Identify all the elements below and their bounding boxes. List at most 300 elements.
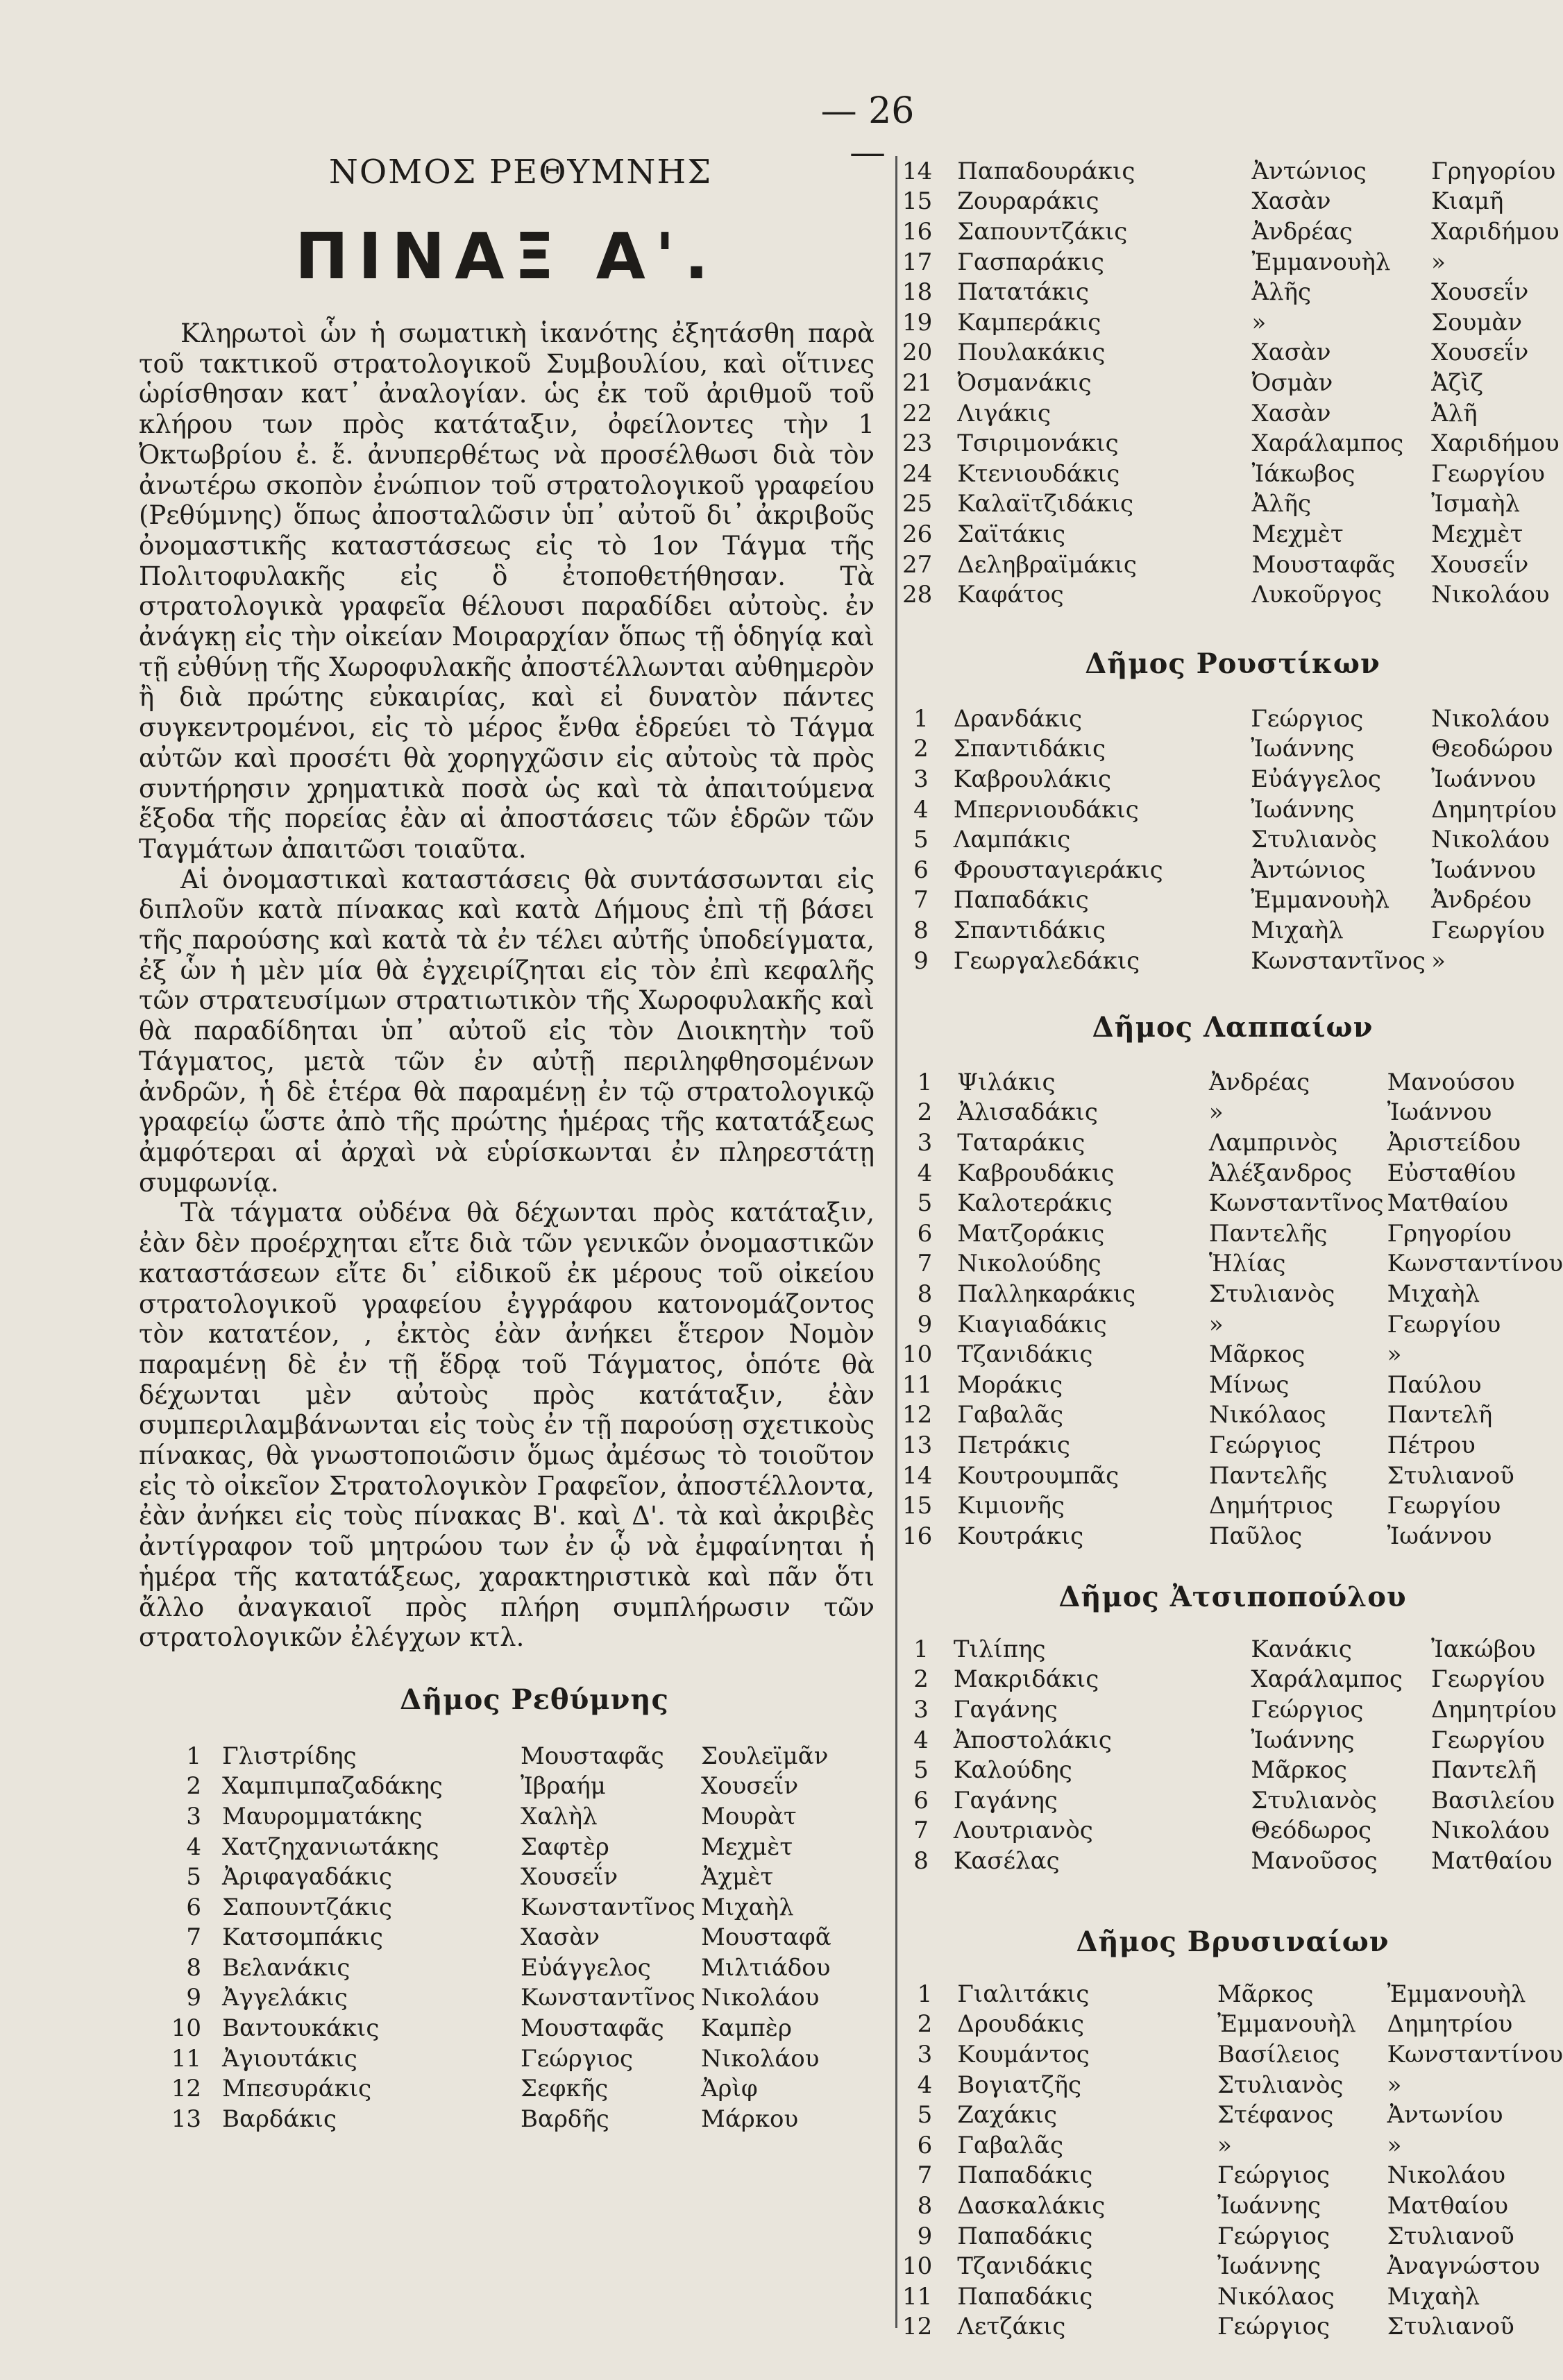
patronymic: Ἰωάννου bbox=[1431, 856, 1536, 884]
table-row bbox=[902, 734, 1563, 765]
section-title: Δῆμος Ρεθύμνης bbox=[400, 1683, 669, 1716]
row-number: 5 bbox=[913, 1756, 929, 1785]
table-row bbox=[902, 1725, 1563, 1756]
table-title: ΠΙΝΑΞ Α'. bbox=[295, 219, 718, 294]
patronymic: Ἰωάννου bbox=[1387, 1098, 1492, 1127]
row-number: 9 bbox=[186, 1984, 201, 2012]
section-title: Δῆμος Ἀτσιποπούλου bbox=[1058, 1581, 1407, 1613]
table-row bbox=[902, 824, 1563, 855]
patronymic: Νικολάου bbox=[1431, 581, 1550, 609]
surname: Δεληβραϊμάκις bbox=[957, 550, 1137, 579]
table-row bbox=[902, 1665, 1563, 1695]
paragraph: Αἱ ὀνομαστικαὶ καταστάσεις θὰ συντάσσωνται εἰς διπλοῦν κατὰ πίνακας καὶ κατὰ Δήμους ἐπὶ τῇ βάσει τῆς παρούσης καὶ κατὰ τὰ ἐν τέλει αὐτῆς ὑποδείγματα, ἐξ ὧν ἡ μὲν μία θὰ ἐγχειρίζηται εἰς τὸν ἐπὶ κεφαλῆς τῶν στρατευσίμων στρατιωτικὸν τῆς Χωροφυλακῆς καὶ θὰ παραδίδηται ὑπ᾽ αὐτοῦ εἰς τὸν Διοικητὴν τοῦ Τάγματος, μετὰ τῶν ἐν αὐτῇ περιληφθησομένων ἀνδρῶν, ἡ δὲ ἑτέρα θὰ παραμένῃ ἐν τῷ στρατολογικῷ γραφείῳ ὥστε ἀπὸ τῆς πρώτης ἡμέρας τῆς κατατάξεως ἀμφότεραι αἱ ἀρχαὶ νὰ εὑρίσκωνται ἐν πληρεστάτῃ συμφωνίᾳ. bbox=[139, 864, 875, 1198]
surname: Σπαντιδάκις bbox=[953, 916, 1106, 944]
row-number: 26 bbox=[902, 520, 933, 548]
surname: Πουλακάκις bbox=[957, 339, 1106, 367]
table-row bbox=[902, 2251, 1563, 2281]
row-number: 21 bbox=[902, 368, 933, 397]
patronymic: Δημητρίου bbox=[1387, 2010, 1513, 2039]
surname: Ἀριφαγαδάκις bbox=[222, 1863, 392, 1892]
patronymic: Γρηγορίου bbox=[1387, 1219, 1512, 1248]
first-name: Ἀλῆς bbox=[1251, 278, 1312, 307]
first-name: Μιχαὴλ bbox=[1251, 916, 1344, 944]
row-number: 12 bbox=[902, 2313, 933, 2341]
patronymic: Ἰωάννου bbox=[1431, 765, 1536, 793]
patronymic: Χαριδήμου bbox=[1431, 217, 1560, 246]
patronymic: » bbox=[1387, 2131, 1402, 2159]
row-number: 7 bbox=[917, 2161, 933, 2190]
patronymic: Μιχαὴλ bbox=[1387, 2282, 1480, 2311]
patronymic: Στυλιανοῦ bbox=[1387, 2222, 1514, 2250]
patronymic: Ἀχμὲτ bbox=[701, 1863, 774, 1892]
table-row bbox=[139, 2104, 840, 2134]
roster-table bbox=[902, 1979, 1563, 2342]
first-name: Ἀντώνιος bbox=[1251, 856, 1366, 884]
surname: Παπαδάκις bbox=[953, 886, 1089, 915]
section-title: Δῆμος Λαππαίων bbox=[1092, 1011, 1374, 1044]
patronymic: Ματθαίου bbox=[1387, 2191, 1509, 2220]
row-number: 7 bbox=[913, 1817, 929, 1845]
surname: Χατζηχανιωτάκης bbox=[222, 1833, 439, 1861]
row-number: 5 bbox=[913, 826, 929, 854]
surname: Γασπαράκις bbox=[957, 248, 1104, 276]
row-number: 9 bbox=[913, 946, 929, 975]
patronymic: » bbox=[1387, 1341, 1402, 1369]
surname: Ματζοράκις bbox=[957, 1219, 1105, 1248]
page-number: — 26 — bbox=[820, 90, 915, 173]
patronymic: Εὐσταθίου bbox=[1387, 1159, 1516, 1187]
roster-table bbox=[902, 156, 1563, 610]
surname: Τζανιδάκις bbox=[957, 2252, 1093, 2281]
surname: Λιγάκις bbox=[957, 399, 1051, 427]
first-name: Θεόδωρος bbox=[1251, 1817, 1372, 1845]
table-row bbox=[902, 2221, 1563, 2252]
left-column bbox=[139, 153, 875, 2134]
patronymic: Κωνσταντίνου bbox=[1387, 2040, 1563, 2068]
table-row bbox=[902, 764, 1563, 794]
row-number: 11 bbox=[171, 2044, 201, 2073]
first-name: Κωνσταντῖνος bbox=[1208, 1189, 1384, 1218]
surname: Κουτρουμπᾶς bbox=[957, 1461, 1120, 1490]
patronymic: Ἀριστείδου bbox=[1387, 1128, 1521, 1157]
first-name: Ἰάκωβος bbox=[1251, 459, 1355, 488]
table-row bbox=[902, 2161, 1563, 2191]
table-row bbox=[902, 1694, 1563, 1725]
first-name: Μᾶρκος bbox=[1217, 1980, 1314, 2008]
table-row bbox=[902, 1098, 1563, 1128]
table-row bbox=[902, 885, 1563, 916]
surname: Φρουσταγιεράκις bbox=[953, 856, 1163, 884]
surname: Λουτριανὸς bbox=[953, 1817, 1093, 1845]
paragraph: Κληρωτοὶ ὧν ἡ σωματικὴ ἱκανότης ἐξητάσθη παρὰ τοῦ τακτικοῦ στρατολογικοῦ Συμβουλίου, καὶ οἵτινες ὡρίσθησαν κατ᾽ ἀναλογίαν. ὡς ἐκ τοῦ ἀριθμοῦ τοῦ κλήρου των πρὸς κατάταξιν, ὀφείλοντες τὴν 1 Ὀκτωβρίου ἐ. ἔ. ἀνυπερθέτως νὰ προσέλθωσι διὰ τὸν ἀνωτέρω σκοπὸν ἐνώπιον τοῦ στρατολογικοῦ γραφείου (Ρεθύμνης) ὅπως ἀποσταλῶσιν ὑπ᾽ αὐτοῦ δι᾽ ἀκριβοῦς ὀνομαστικῆς καταστάσεως εἰς τὸ 1ον Τάγμα τῆς Πολιτοφυλακῆς εἰς ὃ ἐτοποθετήθησαν. Τὰ στρατολογικὰ γραφεῖα θέλουσι παραδίδει αὐτοὺς. ἐν ἀνάγκῃ εἰς τὴν οἰκείαν Μοιραρχίαν ὅπως τῇ ὁδηγίᾳ καὶ τῇ εὐθύνῃ τῆς Χωροφυλακῆς ἀποστέλλωνται αὐθημερὸν ἢ διὰ πρώτης εὐκαιρίας, καὶ εἰ δυνατὸν πάντες συγκεντρομένοι, εἰς τὸ μέρος ἔνθα ἑδρεύει τὸ Τάγμα αὐτῶν καὶ προσέτι θὰ χορηγχῶσιν εἰς αὐτοὺς τὰ πρὸς συντήρησιν χρηματικὰ ποσὰ ὡς καὶ τὰ ἀπαιτούμενα ἔξοδα τῆς πορείας ἐὰν αἱ ἀποστάσεις τῶν ἑδρῶν τῶν Ταγμάτων ἀπαιτῶσι τοιαῦτα. bbox=[139, 318, 875, 864]
patronymic: Θεοδώρου bbox=[1431, 735, 1553, 763]
patronymic: Ματθαίου bbox=[1387, 1189, 1509, 1218]
table-row bbox=[902, 1067, 1563, 1098]
table-row bbox=[139, 1923, 840, 1953]
surname: Ἀλισαδάκις bbox=[957, 1098, 1098, 1127]
table-row bbox=[902, 1979, 1563, 2009]
row-number: 1 bbox=[917, 1980, 933, 2008]
surname: Κουτράκις bbox=[957, 1522, 1084, 1550]
patronymic: Παύλου bbox=[1387, 1370, 1482, 1399]
patronymic: Χουσεΐν bbox=[1431, 550, 1529, 579]
row-number: 9 bbox=[917, 1310, 933, 1338]
patronymic: Στυλιανοῦ bbox=[1387, 2313, 1514, 2341]
table-row bbox=[139, 1983, 840, 2014]
table-row bbox=[139, 1832, 840, 1862]
patronymic: Δημητρίου bbox=[1431, 795, 1557, 824]
first-name: Δημήτριος bbox=[1208, 1492, 1333, 1520]
first-name: Νικόλαος bbox=[1217, 2282, 1335, 2311]
surname: Παπαδάκις bbox=[957, 2282, 1093, 2311]
patronymic: Γεωργίου bbox=[1431, 459, 1545, 488]
table-row bbox=[902, 1755, 1563, 1785]
row-number: 22 bbox=[902, 399, 933, 427]
patronymic: Γεωργίου bbox=[1431, 1726, 1545, 1754]
patronymic: Ἐμμανουὴλ bbox=[1387, 1980, 1526, 2008]
patronymic: Ἀλῆ bbox=[1431, 399, 1478, 427]
row-number: 6 bbox=[917, 1219, 933, 1248]
row-number: 3 bbox=[186, 1802, 201, 1830]
table-row bbox=[902, 1279, 1563, 1309]
table-row bbox=[902, 704, 1563, 734]
patronymic: Σουλεϊμᾶν bbox=[701, 1742, 829, 1770]
surname: Μαυρομματάκης bbox=[222, 1802, 423, 1830]
first-name: Μᾶρκος bbox=[1208, 1341, 1306, 1369]
surname: Γαβαλᾶς bbox=[957, 2131, 1063, 2159]
patronymic: Στυλιανοῦ bbox=[1387, 1461, 1514, 1490]
surname: Παπαδάκις bbox=[957, 2222, 1093, 2250]
first-name: Ἰωάννης bbox=[1217, 2191, 1321, 2220]
first-name: Εὐάγγελος bbox=[521, 1953, 651, 1982]
patronymic: Κιαμῆ bbox=[1431, 187, 1504, 216]
surname: Κασέλας bbox=[953, 1846, 1060, 1875]
table-row bbox=[902, 1249, 1563, 1280]
patronymic: » bbox=[1431, 946, 1446, 975]
patronymic: Νικολάου bbox=[1387, 2161, 1506, 2190]
first-name: Χασὰν bbox=[1251, 339, 1331, 367]
first-name: » bbox=[1208, 1098, 1224, 1127]
patronymic: Νικολάου bbox=[701, 1984, 820, 2012]
first-name: Ἐμμανουὴλ bbox=[1251, 248, 1391, 276]
table-row bbox=[902, 1430, 1563, 1461]
row-number: 2 bbox=[917, 1098, 933, 1127]
surname: Καλοτεράκις bbox=[957, 1189, 1113, 1218]
surname: Δρουδάκις bbox=[957, 2010, 1084, 2039]
table-row bbox=[902, 368, 1563, 398]
surname: Κιαγιαδάκις bbox=[957, 1310, 1107, 1338]
row-number: 3 bbox=[917, 1128, 933, 1157]
roster-table bbox=[902, 704, 1563, 976]
row-number: 9 bbox=[917, 2222, 933, 2250]
table-row bbox=[902, 1370, 1563, 1400]
first-name: Ἰβραήμ bbox=[521, 1772, 606, 1801]
row-number: 4 bbox=[186, 1833, 201, 1861]
first-name: Γεώργιος bbox=[1217, 2222, 1330, 2250]
roster-table bbox=[902, 1634, 1563, 1876]
patronymic: Ἀζὶζ bbox=[1431, 368, 1483, 397]
row-number: 11 bbox=[902, 2282, 933, 2311]
first-name: Ἀνδρέας bbox=[1208, 1068, 1310, 1096]
patronymic: Μουσταφᾶ bbox=[701, 1923, 831, 1952]
row-number: 6 bbox=[186, 1893, 201, 1921]
row-number: 3 bbox=[917, 2040, 933, 2068]
surname: Μπερνιουδάκις bbox=[953, 795, 1139, 824]
patronymic: Μιχαὴλ bbox=[701, 1893, 794, 1921]
table-row bbox=[902, 1128, 1563, 1158]
row-number: 5 bbox=[917, 1189, 933, 1218]
table-row bbox=[902, 2100, 1563, 2130]
first-name: Μίνως bbox=[1208, 1370, 1290, 1399]
first-name: » bbox=[1251, 308, 1267, 337]
surname: Καλούδης bbox=[953, 1756, 1072, 1785]
table-row bbox=[902, 307, 1563, 338]
patronymic: Καμπὲρ bbox=[701, 2014, 793, 2043]
row-number: 1 bbox=[913, 704, 929, 733]
first-name: Λαμπρινὸς bbox=[1208, 1128, 1338, 1157]
patronymic: Ἀντωνίου bbox=[1387, 2101, 1503, 2130]
first-name: Μεχμὲτ bbox=[1251, 520, 1344, 548]
row-number: 13 bbox=[902, 1431, 933, 1459]
surname: Μοράκις bbox=[957, 1370, 1063, 1399]
surname: Καφάτος bbox=[957, 581, 1064, 609]
table-row bbox=[139, 1771, 840, 1802]
surname: Ψιλάκις bbox=[957, 1068, 1056, 1096]
patronymic: Βασιλείου bbox=[1431, 1786, 1555, 1814]
surname: Βελανάκις bbox=[222, 1953, 350, 1982]
row-number: 16 bbox=[902, 217, 933, 246]
row-number: 4 bbox=[913, 1726, 929, 1754]
table-row bbox=[902, 855, 1563, 885]
surname: Ζαχάκις bbox=[957, 2101, 1058, 2130]
patronymic: Ἰσμαὴλ bbox=[1431, 490, 1521, 518]
surname: Βαρδάκις bbox=[222, 2105, 337, 2133]
surname: Τιλίπης bbox=[953, 1635, 1046, 1663]
row-number: 6 bbox=[917, 2131, 933, 2159]
table-row bbox=[139, 1892, 840, 1923]
roster-table bbox=[139, 1741, 840, 2134]
first-name: Παντελῆς bbox=[1208, 1219, 1328, 1248]
first-name: Κανάκις bbox=[1251, 1635, 1352, 1663]
row-number: 2 bbox=[913, 1665, 929, 1694]
row-number: 8 bbox=[913, 916, 929, 944]
surname: Λαμπάκις bbox=[953, 826, 1071, 854]
table-row bbox=[902, 489, 1563, 520]
row-number: 7 bbox=[913, 886, 929, 915]
table-row bbox=[902, 1188, 1563, 1218]
row-number: 16 bbox=[902, 1522, 933, 1550]
first-name: » bbox=[1217, 2131, 1232, 2159]
row-number: 4 bbox=[913, 795, 929, 824]
row-number: 5 bbox=[917, 2101, 933, 2130]
surname: Σπαντιδάκις bbox=[953, 735, 1106, 763]
section-title: Δῆμος Βρυσιναίων bbox=[1076, 1926, 1389, 1958]
first-name: Γεώργιος bbox=[1208, 1431, 1321, 1459]
first-name: Νικόλαος bbox=[1208, 1401, 1326, 1429]
first-name: Γεώργιος bbox=[1251, 704, 1364, 733]
table-row bbox=[902, 2281, 1563, 2312]
surname: Ἀποστολάκις bbox=[953, 1726, 1112, 1754]
row-number: 28 bbox=[902, 581, 933, 609]
table-row bbox=[902, 2009, 1563, 2040]
table-row bbox=[902, 398, 1563, 429]
surname: Γαγάνης bbox=[953, 1786, 1058, 1814]
row-number: 1 bbox=[917, 1068, 933, 1096]
patronymic: Χουσεΐν bbox=[701, 1772, 799, 1801]
patronymic: Χαριδήμου bbox=[1431, 430, 1560, 458]
row-number: 13 bbox=[171, 2105, 201, 2133]
patronymic: Γεωργίου bbox=[1431, 1665, 1545, 1694]
patronymic: » bbox=[1431, 248, 1446, 276]
row-number: 3 bbox=[913, 1695, 929, 1724]
patronymic: Μάρκου bbox=[701, 2105, 799, 2133]
surname: Πετράκις bbox=[957, 1431, 1070, 1459]
table-row bbox=[902, 216, 1563, 247]
patronymic: Μανούσου bbox=[1387, 1068, 1515, 1096]
patronymic: Γεωργίου bbox=[1387, 1310, 1501, 1338]
table-row bbox=[902, 459, 1563, 489]
first-name: Βασίλειος bbox=[1217, 2040, 1340, 2068]
table-row bbox=[902, 247, 1563, 278]
patronymic: Γεωργίου bbox=[1387, 1492, 1501, 1520]
first-name: Στυλιανὸς bbox=[1251, 826, 1377, 854]
table-row bbox=[139, 1801, 840, 1832]
first-name: Σεφκῆς bbox=[521, 2075, 609, 2103]
row-number: 2 bbox=[917, 2010, 933, 2039]
column-rule bbox=[895, 156, 897, 2328]
first-name: Στυλιανὸς bbox=[1208, 1280, 1335, 1308]
patronymic: Ἰακώβου bbox=[1431, 1635, 1536, 1663]
patronymic: Μουρὰτ bbox=[701, 1802, 797, 1830]
row-number: 12 bbox=[171, 2075, 201, 2103]
table-row bbox=[902, 1846, 1563, 1876]
first-name: Χασὰν bbox=[521, 1923, 600, 1952]
roster-table bbox=[902, 1067, 1563, 1552]
surname: Ὀσμανάκις bbox=[957, 368, 1092, 397]
first-name: Μᾶρκος bbox=[1251, 1756, 1347, 1785]
first-name: Μανοῦσος bbox=[1251, 1846, 1378, 1875]
patronymic: Μιλτιάδου bbox=[701, 1953, 831, 1982]
first-name: Στέφανος bbox=[1217, 2101, 1334, 2130]
first-name: Παῦλος bbox=[1208, 1522, 1303, 1550]
row-number: 2 bbox=[186, 1772, 201, 1801]
table-row bbox=[139, 1741, 840, 1771]
row-number: 14 bbox=[902, 1461, 933, 1490]
table-row bbox=[902, 915, 1563, 946]
patronymic: Χουσεΐν bbox=[1431, 278, 1529, 307]
row-number: 5 bbox=[186, 1863, 201, 1892]
table-row bbox=[139, 1862, 840, 1892]
table-row bbox=[902, 1521, 1563, 1552]
row-number: 2 bbox=[913, 735, 929, 763]
table-row bbox=[902, 1309, 1563, 1340]
table-row bbox=[139, 1953, 840, 1983]
first-name: Ἀλῆς bbox=[1251, 490, 1312, 518]
table-row bbox=[902, 1339, 1563, 1370]
patronymic: Παντελῆ bbox=[1431, 1756, 1537, 1785]
surname: Γαβαλᾶς bbox=[957, 1401, 1063, 1429]
patronymic: Μεχμὲτ bbox=[701, 1833, 793, 1861]
first-name: Χαράλαμπος bbox=[1251, 1665, 1403, 1694]
first-name: » bbox=[1208, 1310, 1224, 1338]
section-title: Δῆμος Ρουστίκων bbox=[1085, 647, 1380, 680]
table-row bbox=[902, 579, 1563, 610]
table-row bbox=[902, 428, 1563, 459]
surname: Γλιστρίδης bbox=[222, 1742, 357, 1770]
first-name: Χασὰν bbox=[1251, 187, 1331, 216]
first-name: Σαφτὲρ bbox=[521, 1833, 609, 1861]
first-name: Ἐμμανουὴλ bbox=[1251, 886, 1390, 915]
row-number: 1 bbox=[913, 1635, 929, 1663]
prefecture-title: ΝΟΜΟΣ ΡΕΘΥΜΝΗΣ bbox=[328, 153, 713, 192]
table-row bbox=[902, 338, 1563, 368]
first-name: Χασὰν bbox=[1251, 399, 1331, 427]
table-row bbox=[902, 156, 1563, 187]
first-name: Κωνσταντῖνος bbox=[521, 1893, 695, 1921]
first-name: Χαλὴλ bbox=[521, 1802, 598, 1830]
row-number: 3 bbox=[913, 765, 929, 793]
surname: Παπαδουράκις bbox=[957, 157, 1135, 185]
table-row bbox=[902, 519, 1563, 550]
patronymic: Σουμὰν bbox=[1431, 308, 1523, 337]
table-row bbox=[902, 277, 1563, 307]
row-number: 7 bbox=[186, 1923, 201, 1952]
patronymic: Κωνσταντίνου bbox=[1387, 1250, 1563, 1278]
surname: Παλληκαράκις bbox=[957, 1280, 1136, 1308]
first-name: Ἀλέξανδρος bbox=[1208, 1159, 1352, 1187]
first-name: Στυλιανὸς bbox=[1217, 2071, 1344, 2099]
table-row bbox=[902, 1490, 1563, 1521]
row-number: 11 bbox=[902, 1370, 933, 1399]
first-name: Μουσταφᾶς bbox=[1251, 550, 1396, 579]
surname: Καλαϊτζιδάκις bbox=[957, 490, 1134, 518]
row-number: 12 bbox=[902, 1401, 933, 1429]
first-name: Εὐάγγελος bbox=[1251, 765, 1381, 793]
first-name: Μουσταφᾶς bbox=[521, 1742, 664, 1770]
first-name: Ἰωάννης bbox=[1251, 1726, 1355, 1754]
row-number: 15 bbox=[902, 1492, 933, 1520]
row-number: 6 bbox=[913, 856, 929, 884]
first-name: Ὀσμὰν bbox=[1251, 368, 1333, 397]
surname: Κατσομπάκις bbox=[222, 1923, 383, 1952]
surname: Καβρουδάκις bbox=[957, 1159, 1115, 1187]
surname: Σαπουντζάκις bbox=[222, 1893, 392, 1921]
table-row bbox=[902, 2039, 1563, 2070]
first-name: Γεώργιος bbox=[521, 2044, 634, 2073]
first-name: Ἡλίας bbox=[1208, 1250, 1286, 1278]
surname: Ταταράκις bbox=[957, 1128, 1085, 1157]
first-name: Βαρδῆς bbox=[521, 2105, 609, 2133]
patronymic: Μεχμὲτ bbox=[1431, 520, 1523, 548]
patronymic: Δημητρίου bbox=[1431, 1695, 1557, 1724]
row-number: 8 bbox=[917, 2191, 933, 2220]
table-row bbox=[902, 1158, 1563, 1189]
first-name: Μουσταφᾶς bbox=[521, 2014, 664, 2043]
first-name: Γεώργιος bbox=[1217, 2313, 1330, 2341]
surname: Γεωργαλεδάκις bbox=[953, 946, 1140, 975]
patronymic: Νικολάου bbox=[1431, 1817, 1550, 1845]
surname: Μπεσυράκις bbox=[222, 2075, 372, 2103]
first-name: Ἰωάννης bbox=[1251, 795, 1355, 824]
table-row bbox=[902, 2191, 1563, 2221]
table-row bbox=[902, 946, 1563, 976]
surname: Βαντουκάκις bbox=[222, 2014, 380, 2043]
patronymic: Νικολάου bbox=[701, 2044, 820, 2073]
row-number: 6 bbox=[913, 1786, 929, 1814]
first-name: Παντελῆς bbox=[1208, 1461, 1328, 1490]
first-name: Κωνσταντῖνος bbox=[521, 1984, 695, 2012]
surname: Κτενιουδάκις bbox=[957, 459, 1120, 488]
